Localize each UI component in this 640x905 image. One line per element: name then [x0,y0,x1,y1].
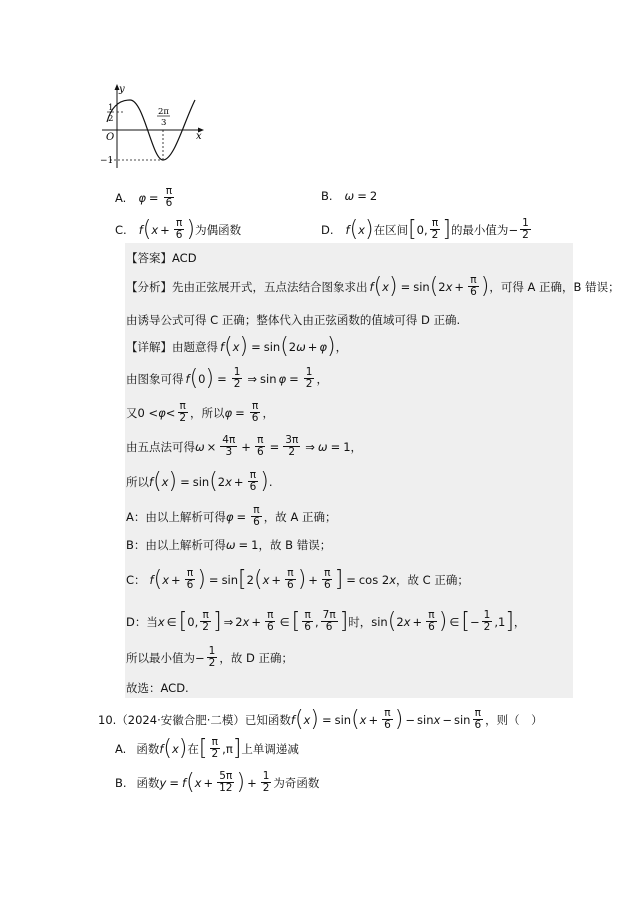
q10-stem-post: ，则（ ） [485,712,543,727]
detail-ld-pre: D：当 [126,614,158,629]
option-c: C. f ( x + $\frac{\pi}{6}$ ) 为偶函数 [115,216,242,242]
q10-a-mid: 在 [187,741,199,756]
analysis-line-1: 【分析】 先由正弦展开式，五点法结合图象求出 f ( x ) = sin ( 2 x + $\frac{\pi}{6}$ ) ，可得 A 正确，B 错误； [126,273,620,299]
q10-b-post: 为奇函数 [273,775,320,790]
y-axis-label: y [119,84,125,95]
detail-l1: 由题意得 [172,340,218,354]
detail-lc-pre: C： [126,572,146,587]
detail-lb-post: ，故 B 错误； [258,538,332,552]
q10-stem: 10. （2024·安徽合肥·二模） 已知函数 f ( x ) = sin ( x + $\frac{\pi}{6}$ ) − sin x − sin $\frac{\pi}{6}$ ，则（ ） [98,706,543,732]
y-tick-half-den: 2 [108,114,114,124]
x-tick-den: 3 [161,118,167,128]
analysis-line1-post: ，可得 A 正确，B 错误； [489,279,620,294]
q10-a-pre: 函数 [136,741,160,756]
option-b-label: B. [321,189,333,203]
q10-option-a: A. 函数 f ( x ) 在 [ $\frac{\pi}{2}$ ,π ] 上单调递减 [115,735,299,761]
q10-b-label: B. [115,775,127,790]
answer-tag: 【答案】 [126,251,172,265]
option-d: D. f ( x ) 在区间 [ 0, $\frac{\pi}{2}$ ] 的最小值为 − $\frac{1}{2}$ [321,216,529,242]
x-axis-label: x [196,131,202,142]
option-d-text: 在区间 [373,222,409,237]
x-tick-num: 2π [158,107,169,117]
detail-lb-pre: B：由以上解析可得 [126,538,226,552]
detail-line-min: 所以最小值为 − $\frac{1}{2}$ ，故 D 正确； [126,645,293,670]
detail-line-b: B：由以上解析可得 ω = 1 ，故 B 错误； [126,538,332,552]
detail-l4: 由五点法可得 [126,439,195,454]
option-d-label: D. [321,222,334,237]
detail-line-a: A：由以上解析可得 φ = $\frac{\pi}{6}$ ，故 A 正确； [126,504,337,529]
q10-source: （2024·安徽合肥·二模） [116,712,245,727]
detail-lc-post: ，故 C 正确； [396,572,469,587]
detail-la-post: ，故 A 正确； [263,509,337,524]
sine-graph [100,82,210,172]
detail-l3-pre: 又 [126,405,138,420]
q10-option-b: B. 函数 y = f ( x + $\frac{5\pi}{12}$ ) + $\frac{1}{2}$ 为奇函数 [115,769,320,795]
detail-la-pre: A：由以上解析可得 [126,509,226,524]
origin-label: O [106,132,115,143]
detail-line-2: 由图象可得 f ( 0 ) = $\frac{1}{2}$ ⇒ sin φ = $\frac{1}{2}$ ， [126,365,328,391]
analysis-line1-pre: 先由正弦展开式，五点法结合图象求出 [172,279,368,294]
option-b: B. ω = 2 [321,189,378,203]
answer-line [126,250,197,266]
analysis-line-2: 由诱导公式可得 C 正确；整体代入由正弦函数的值域可得 D 正确. [126,313,461,327]
q10-number: 10. [98,712,117,727]
option-a-label: A. [115,190,127,205]
option-a: A. φ = $\frac{\pi}{6}$ [115,185,173,210]
detail-line-d: D：当 x ∈ [ 0, $\frac{\pi}{2}$ ] ⇒ 2 x + $\frac{\pi}{6}$ ∈ [ $\frac{\pi}{6}$ , $\frac{7\pi}{6}$ ] 时， sin ( 2 x + $\frac{\pi}{6}$ ) ∈ [ − $\frac{1}{2}$ ,1 ] ， [126,608,526,634]
detail-l5: 所以 [126,474,149,489]
q10-a-post: 上单调递减 [241,741,299,756]
detail-tag: 【详解】 [126,340,172,354]
detail-l3-mid: ，所以 [190,405,225,420]
detail-l2: 由图象可得 [126,371,184,386]
option-c-label: C. [115,222,127,237]
detail-ld-mid: 时， [348,614,372,629]
option-c-text: 为偶函数 [195,222,242,237]
detail-line-c: C： f ( x + $\frac{\pi}{6}$ ) = sin [ 2 ( x + $\frac{\pi}{6}$ ) + $\frac{\pi}{6}$ ] = cos 2 x ，故 C 正确； [126,566,469,592]
q10-stem-pre: 已知函数 [244,712,291,727]
detail-line-5: 所以 f ( x ) = sin ( 2 x + $\frac{\pi}{6}$ ) . [126,468,273,494]
detail-min-pre: 所以最小值为 [126,650,195,665]
detail-line-3: 又 0 < φ < $\frac{\pi}{2}$ ，所以 φ = $\frac{\pi}{6}$ ， [126,400,274,425]
analysis-tag: 【分析】 [126,279,172,294]
y-tick-neg-one: −1 [100,156,114,166]
q10-a-label: A. [115,741,127,756]
y-tick-half-num: 1 [108,103,114,113]
detail-conclusion: 故选：ACD. [126,681,189,695]
q10-b-pre: 函数 [136,775,160,790]
detail-min-post: ，故 D 正确； [219,650,293,665]
detail-line-4: 由五点法可得 ω × $\frac{4\pi}{3}$ + $\frac{\pi}{6}$ = $\frac{3\pi}{2}$ ⇒ ω = 1， [126,434,363,459]
answer-value: ACD [172,251,197,265]
detail-line-1: 【详解】 由题意得 f ( x ) = sin ( 2 ω + φ ) ， [126,334,348,359]
option-d-tail: 的最小值为 [450,222,509,237]
